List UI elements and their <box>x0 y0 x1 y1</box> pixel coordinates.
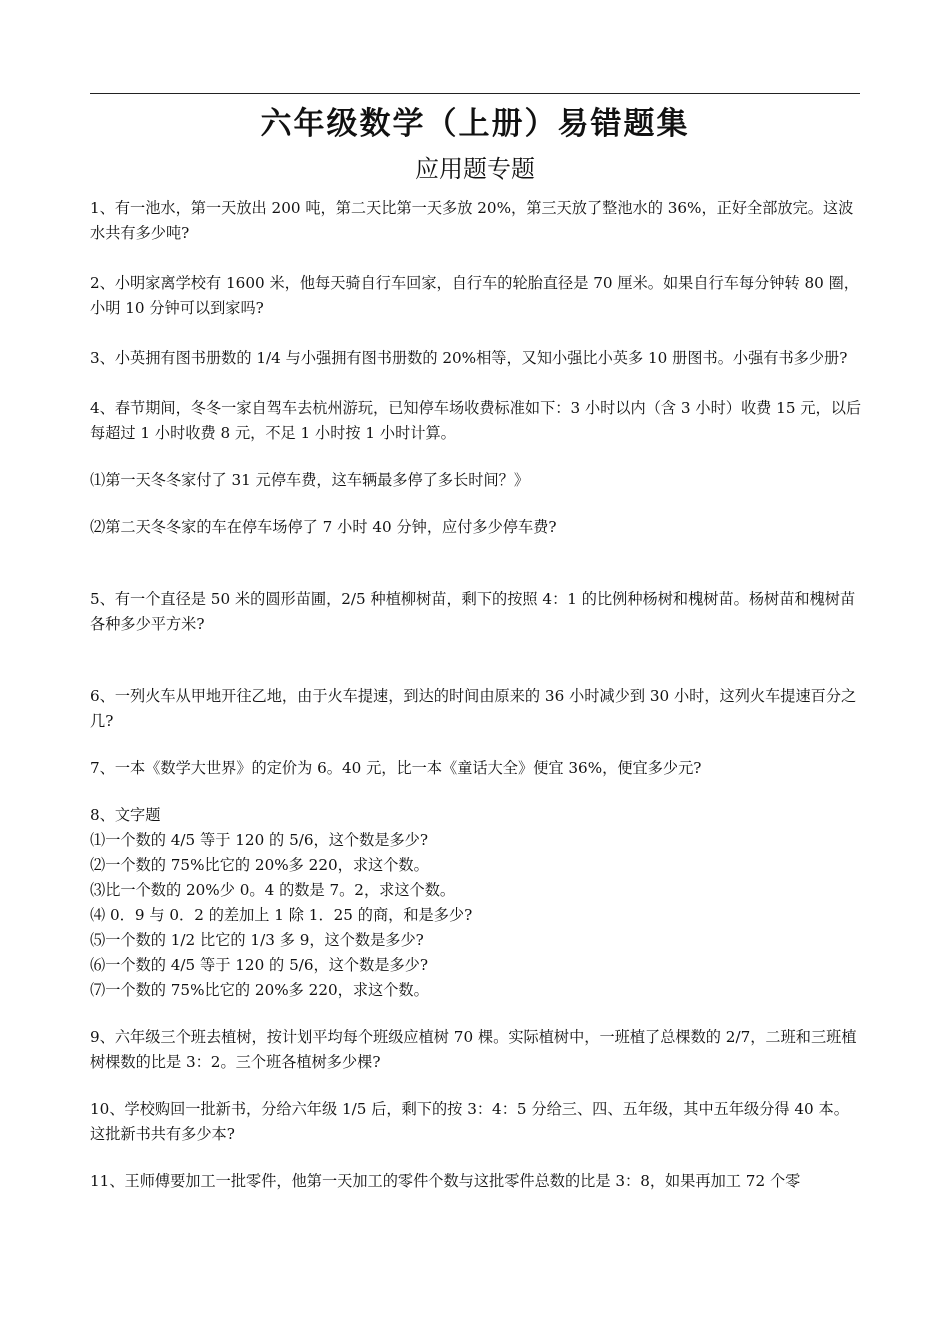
page-subtitle: 应用题专题 <box>415 155 535 183</box>
question-6: 6、一列火车从甲地开往乙地，由于火车提速，到达的时间由原来的 36 小时减少到 30 小时，这列火车提速百分之几? <box>90 687 857 730</box>
question-4-part-1: ⑴第一天冬冬家付了 31 元停车费，这车辆最多停了多长时间？》 <box>90 471 530 489</box>
question-8-item: ⑶比一个数的 20%少 0。4 的数是 7。2，求这个数。 <box>90 881 456 899</box>
question-11: 11、王师傅要加工一批零件，他第一天加工的零件个数与这批零件总数的比是 3：8，如果再加工 72 个零 <box>90 1172 801 1190</box>
question-9: 9、六年级三个班去植树，按计划平均每个班级应植树 70 棵。实际植树中，一班植了总棵数的 2/7，二班和三班植树棵数的比是 3：2。三个班各植树多少棵? <box>90 1028 857 1071</box>
question-8-item: ⑵一个数的 75%比它的 20%多 220，求这个数。 <box>90 856 429 874</box>
question-8-item: ⑹一个数的 4/5 等于 120 的 5/6，这个数是多少? <box>90 956 428 974</box>
question-8-item: ⑷ 0．9 与 0．2 的差加上 1 除 1．25 的商，和是多少? <box>90 906 473 924</box>
page-title: 六年级数学（上册）易错题集 <box>260 106 690 142</box>
question-4: 4、春节期间，冬冬一家自驾车去杭州游玩，已知停车场收费标准如下：3 小时以内（含 3 小时）收费 15 元，以后每超过 1 小时收费 8 元，不足 1 小时按 1 小时计算。 <box>90 399 862 442</box>
question-5: 5、有一个直径是 50 米的圆形苗圃，2/5 种植柳树苗，剩下的按照 4：1 的比例种杨树和槐树苗。杨树苗和槐树苗各种多少平方米? <box>90 590 856 633</box>
question-10: 10、学校购回一批新书，分给六年级 1/5 后，剩下的按 3：4：5 分给三、四、五年级，其中五年级分得 40 本。这批新书共有多少本? <box>90 1100 849 1143</box>
question-8-item: ⑺一个数的 75%比它的 20%多 220，求这个数。 <box>90 981 429 999</box>
question-list <box>90 196 862 1194</box>
question-8-item: ⑸一个数的 1/2 比它的 1/3 多 9，这个数是多少? <box>90 931 424 949</box>
question-1: 1、有一池水，第一天放出 200 吨，第二天比第一天多放 20%，第三天放了整池水的 36%，正好全部放完。这波水共有多少吨? <box>90 199 854 242</box>
question-2: 2、小明家离学校有 1600 米，他每天骑自行车回家，自行车的轮胎直径是 70 厘米。如果自行车每分钟转 80 圈，小明 10 分钟可以到家吗? <box>90 274 859 317</box>
question-3: 3、小英拥有图书册数的 1/4 与小强拥有图书册数的 20%相等，又知小强比小英多 10 册图书。小强有书多少册? <box>90 349 848 367</box>
question-4-part-2: ⑵第二天冬冬家的车在停车场停了 7 小时 40 分钟，应付多少停车费? <box>90 518 557 536</box>
question-7: 7、一本《数学大世界》的定价为 6。40 元，比一本《童话大全》便宜 36%，便宜多少元? <box>90 759 702 777</box>
question-8-item: ⑴一个数的 4/5 等于 120 的 5/6，这个数是多少? <box>90 831 428 849</box>
header-rule <box>90 93 860 94</box>
question-8: 8、文字题 <box>90 806 161 824</box>
